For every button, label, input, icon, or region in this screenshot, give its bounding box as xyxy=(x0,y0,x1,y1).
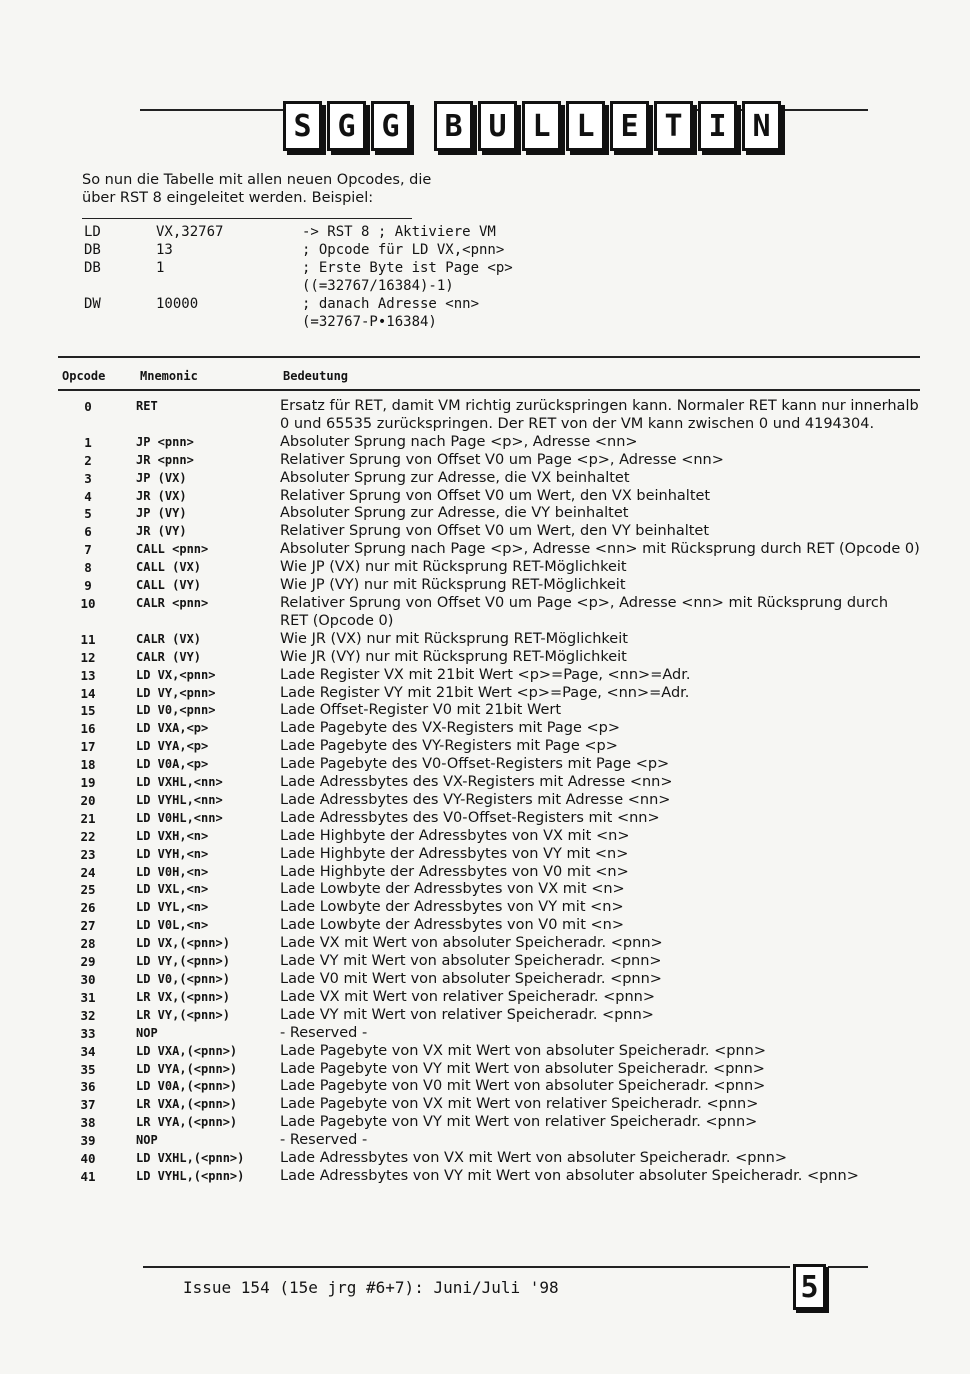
meaning-cell: Lade Lowbyte der Adressbytes von V0 mit <n> xyxy=(280,917,624,934)
table-row xyxy=(60,702,920,720)
table-row xyxy=(60,720,920,738)
code-token xyxy=(84,277,156,295)
table-row xyxy=(60,523,920,541)
opcode-cell: 7 xyxy=(84,542,92,558)
opcode-cell: 5 xyxy=(84,506,92,522)
meaning-cell: Relativer Sprung von Offset V0 um Wert, den VY beinhaltet xyxy=(280,523,710,540)
meaning-cell: Lade Adressbytes von VY mit Wert von absoluter absoluter Speicheradr. <pnn> xyxy=(280,1167,859,1184)
opcode-cell: 32 xyxy=(80,1007,96,1023)
meaning-cell: Lade V0 mit Wert von absoluter Speicheradr. <pnn> xyxy=(280,971,662,987)
table-row xyxy=(60,1043,920,1061)
mnemonic-cell: LD VXL,<n> xyxy=(136,882,209,897)
code-token: DB xyxy=(84,260,101,276)
table-row xyxy=(60,1114,920,1132)
table-row xyxy=(60,989,920,1007)
meaning-cell: Absoluter Sprung nach Page <p>, Adresse <nn> xyxy=(280,433,638,450)
mnemonic-cell: LD VYHL,(<pnn>) xyxy=(136,1168,245,1183)
opcode-cell: 2 xyxy=(84,452,92,468)
meaning-cell: Lade Highbyte der Adressbytes von VY mit <n> xyxy=(280,845,629,862)
code-token: DW xyxy=(84,296,101,312)
meaning-cell: Lade Adressbytes des V0-Offset-Registers mit <nn> xyxy=(280,809,660,826)
opcode-cell: 23 xyxy=(80,846,96,862)
intro-text xyxy=(82,171,431,207)
table-row xyxy=(60,1168,920,1186)
code-line xyxy=(84,277,513,295)
code-line xyxy=(84,223,513,241)
table-row xyxy=(60,505,920,523)
table-row xyxy=(60,541,920,559)
code-token: (=32767-P•16384) xyxy=(302,314,437,330)
code-token: LD xyxy=(84,224,101,240)
table-row xyxy=(60,577,920,595)
table-top-rule xyxy=(58,356,920,358)
meaning-cell: Ersatz für RET, damit VM richtig zurückspringen kann. Normaler RET kann nur innerhalb 0 und 65535 zurückspringen. Der RET von der VM kann zwischen 0 und 4194304. xyxy=(280,398,919,432)
mnemonic-cell: JP <pnn> xyxy=(136,434,194,449)
opcode-cell: 12 xyxy=(80,649,96,665)
code-token: 13 xyxy=(156,242,173,258)
mnemonic-cell: LD VXHL,<nn> xyxy=(136,775,223,790)
mnemonic-cell: LR VX,(<pnn>) xyxy=(136,989,230,1004)
mnemonic-cell: JR <pnn> xyxy=(136,452,194,467)
code-line xyxy=(84,313,513,331)
mnemonic-cell: JR (VX) xyxy=(136,488,187,503)
meaning-cell: Lade Offset-Register V0 mit 21bit Wert xyxy=(280,702,562,719)
sgg-bulletin-logo xyxy=(283,101,781,151)
opcode-cell: 17 xyxy=(80,739,96,755)
logo-letter: E xyxy=(610,101,649,151)
header-mnemonic: Mnemonic xyxy=(140,369,198,383)
meaning-cell: Relativer Sprung von Offset V0 um Page <p>, Adresse <nn> mit Rücksprung durch RET (Opcode 0) xyxy=(280,594,889,629)
table-row xyxy=(60,595,920,631)
table-row xyxy=(60,935,920,953)
table-row xyxy=(60,1132,920,1150)
logo-letter: T xyxy=(654,101,693,151)
opcode-cell: 36 xyxy=(80,1079,96,1095)
opcode-cell: 37 xyxy=(80,1097,96,1113)
mnemonic-cell: LR VYA,(<pnn>) xyxy=(136,1115,238,1130)
mnemonic-cell: LD VY,<pnn> xyxy=(136,685,216,700)
intro-line: über RST 8 eingeleitet werden. Beispiel: xyxy=(82,190,374,206)
opcode-cell: 25 xyxy=(80,882,96,898)
mnemonic-cell: JP (VY) xyxy=(136,506,187,521)
logo-letter: S xyxy=(283,101,322,151)
table-row xyxy=(60,917,920,935)
table-row xyxy=(60,434,920,452)
mnemonic-cell: LD VXA,<p> xyxy=(136,721,209,736)
table-row xyxy=(60,559,920,577)
meaning-cell: Lade VX mit Wert von relativer Speicheradr. <pnn> xyxy=(280,988,656,1005)
mnemonic-cell: LR VY,(<pnn>) xyxy=(136,1007,230,1022)
header-opcode: Opcode xyxy=(62,369,106,383)
meaning-cell: Lade Adressbytes des VY-Registers mit Adresse <nn> xyxy=(280,791,671,808)
meaning-cell: Absoluter Sprung zur Adresse, die VX beinhaltet xyxy=(280,469,630,486)
meaning-cell: Wie JR (VY) nur mit Rücksprung RET-Möglichkeit xyxy=(280,648,627,665)
code-token: 1 xyxy=(156,260,165,276)
logo-letter: B xyxy=(434,101,473,151)
code-token: ; Erste Byte ist Page <p> xyxy=(302,260,513,276)
table-row xyxy=(60,810,920,828)
mnemonic-cell: CALR <pnn> xyxy=(136,595,209,610)
opcode-cell: 14 xyxy=(80,685,96,701)
mnemonic-cell: LD VYL,<n> xyxy=(136,900,209,915)
meaning-cell: Wie JP (VY) nur mit Rücksprung RET-Möglichkeit xyxy=(280,577,626,594)
opcode-cell: 16 xyxy=(80,721,96,737)
table-row xyxy=(60,792,920,810)
opcode-cell: 9 xyxy=(84,578,92,594)
meaning-cell: Lade Adressbytes von VX mit Wert von absoluter Speicheradr. <pnn> xyxy=(280,1150,788,1167)
logo-letter: L xyxy=(522,101,561,151)
opcode-cell: 40 xyxy=(80,1151,96,1167)
code-token: ; danach Adresse <nn> xyxy=(302,296,480,312)
table-row xyxy=(60,881,920,899)
meaning-cell: - Reserved - xyxy=(280,1132,368,1149)
table-row xyxy=(60,470,920,488)
opcode-cell: 30 xyxy=(80,972,96,987)
table-row xyxy=(60,828,920,846)
mnemonic-cell: LD VYA,<p> xyxy=(136,739,209,754)
opcode-cell: 24 xyxy=(80,864,96,880)
opcode-cell: 20 xyxy=(80,792,96,808)
table-row xyxy=(60,738,920,756)
table-row xyxy=(60,1061,920,1079)
table-row xyxy=(60,971,920,989)
mnemonic-cell: LD V0A,<p> xyxy=(136,757,209,772)
mnemonic-cell: CALR (VX) xyxy=(136,631,202,646)
meaning-cell: Lade Highbyte der Adressbytes von V0 mit <n> xyxy=(280,863,629,880)
opcode-cell: 11 xyxy=(80,631,96,647)
mnemonic-cell: CALL <pnn> xyxy=(136,542,209,557)
table-row xyxy=(60,667,920,685)
table-row xyxy=(60,846,920,864)
mnemonic-cell: LD VX,<pnn> xyxy=(136,667,216,682)
table-row xyxy=(60,1025,920,1043)
meaning-cell: Lade Highbyte der Adressbytes von VX mit <n> xyxy=(280,827,630,844)
opcode-cell: 1 xyxy=(84,434,92,450)
meaning-cell: Lade Register VY mit 21bit Wert <p>=Page, <nn>=Adr. xyxy=(280,684,690,701)
mnemonic-cell: CALL (VX) xyxy=(136,560,202,575)
mnemonic-cell: CALL (VY) xyxy=(136,578,202,593)
opcode-cell: 41 xyxy=(80,1168,96,1184)
opcode-cell: 38 xyxy=(80,1115,96,1131)
table-row xyxy=(60,452,920,470)
page-number: 5 xyxy=(793,1264,826,1310)
table-row xyxy=(60,1078,920,1096)
table-row xyxy=(60,649,920,667)
opcode-cell: 29 xyxy=(80,954,96,970)
meaning-cell: Lade Adressbytes des VX-Registers mit Adresse <nn> xyxy=(280,774,673,791)
table-row xyxy=(60,953,920,971)
table-row xyxy=(60,1150,920,1168)
meaning-cell: Lade Pagebyte des V0-Offset-Registers mit Page <p> xyxy=(280,756,670,773)
logo-letter: G xyxy=(371,101,410,151)
meaning-cell: Relativer Sprung von Offset V0 um Wert, den VX beinhaltet xyxy=(280,487,711,504)
code-token xyxy=(156,277,302,295)
mnemonic-cell: NOP xyxy=(136,1025,158,1040)
intro-line: So nun die Tabelle mit allen neuen Opcodes, die xyxy=(82,172,432,188)
opcode-cell: 10 xyxy=(80,595,96,611)
mnemonic-cell: LD VXH,<n> xyxy=(136,828,209,843)
code-token xyxy=(156,313,302,331)
code-token: ; Opcode für LD VX,<pnn> xyxy=(302,242,505,258)
table-row xyxy=(60,1096,920,1114)
mnemonic-cell: LD V0A,(<pnn>) xyxy=(136,1079,238,1094)
logo-letter: L xyxy=(566,101,605,151)
meaning-cell: Lade Pagebyte des VX-Registers mit Page <p> xyxy=(280,720,620,737)
mnemonic-cell: JP (VX) xyxy=(136,470,187,485)
meaning-cell: Lade Pagebyte des VY-Registers mit Page <p> xyxy=(280,738,618,755)
code-token xyxy=(84,313,156,331)
mnemonic-cell: LD V0L,<n> xyxy=(136,918,209,933)
mnemonic-cell: LD VY,(<pnn>) xyxy=(136,954,230,969)
table-row xyxy=(60,774,920,792)
table-row xyxy=(60,685,920,703)
footer-issue: Issue 154 (15e jrg #6+7): Juni/Juli '98 xyxy=(183,1278,559,1297)
opcode-cell: 13 xyxy=(80,667,96,683)
code-line xyxy=(84,241,513,259)
mnemonic-cell: JR (VY) xyxy=(136,524,187,539)
opcode-table xyxy=(60,398,920,1186)
table-row xyxy=(60,1007,920,1025)
meaning-cell: Lade Pagebyte von VX mit Wert von absoluter Speicheradr. <pnn> xyxy=(280,1042,767,1059)
meaning-cell: - Reserved - xyxy=(280,1024,368,1041)
opcode-cell: 0 xyxy=(84,399,92,414)
opcode-cell: 27 xyxy=(80,918,96,934)
mnemonic-cell: RET xyxy=(136,399,158,413)
opcode-cell: 28 xyxy=(80,936,96,952)
table-row xyxy=(60,631,920,649)
header-meaning: Bedeutung xyxy=(283,369,349,383)
header-rule-left xyxy=(140,109,283,111)
opcode-cell: 21 xyxy=(80,810,96,826)
table-row xyxy=(60,488,920,506)
code-token: DB xyxy=(84,242,101,258)
opcode-cell: 8 xyxy=(84,560,92,576)
mnemonic-cell: CALR (VY) xyxy=(136,649,202,664)
intro-rule xyxy=(82,218,412,219)
meaning-cell: Lade Register VX mit 21bit Wert <p>=Page, <nn>=Adr. xyxy=(280,666,691,683)
code-token: ((=32767/16384)-1) xyxy=(302,278,454,294)
meaning-cell: Lade VY mit Wert von relativer Speicheradr. <pnn> xyxy=(280,1006,654,1023)
meaning-cell: Absoluter Sprung zur Adresse, die VY beinhaltet xyxy=(280,505,629,522)
opcode-cell: 33 xyxy=(80,1025,96,1041)
opcode-cell: 35 xyxy=(80,1061,96,1077)
mnemonic-cell: LD VXA,(<pnn>) xyxy=(136,1043,238,1058)
mnemonic-cell: LD VYH,<n> xyxy=(136,846,209,861)
code-token: -> RST 8 ; Aktiviere VM xyxy=(302,224,496,240)
meaning-cell: Lade Pagebyte von VX mit Wert von relativer Speicheradr. <pnn> xyxy=(280,1096,759,1113)
code-line xyxy=(84,295,513,313)
mnemonic-cell: LD VXHL,(<pnn>) xyxy=(136,1151,245,1166)
opcode-cell: 3 xyxy=(84,470,92,486)
logo-letter: I xyxy=(698,101,737,151)
mnemonic-cell: LD VYA,(<pnn>) xyxy=(136,1061,238,1076)
table-row xyxy=(60,864,920,882)
mnemonic-cell: NOP xyxy=(136,1133,158,1148)
mnemonic-cell: LD V0,<pnn> xyxy=(136,703,216,718)
opcode-cell: 26 xyxy=(80,900,96,916)
meaning-cell: Lade Lowbyte der Adressbytes von VY mit <n> xyxy=(280,899,624,916)
code-example xyxy=(84,223,513,331)
mnemonic-cell: LD V0,(<pnn>) xyxy=(136,972,230,986)
mnemonic-cell: LD V0HL,<nn> xyxy=(136,810,223,825)
opcode-cell: 19 xyxy=(80,775,96,791)
mnemonic-cell: LD VX,(<pnn>) xyxy=(136,936,230,951)
meaning-cell: Lade Lowbyte der Adressbytes von VX mit <n> xyxy=(280,881,625,898)
opcode-cell: 34 xyxy=(80,1043,96,1059)
code-token: VX,32767 xyxy=(156,224,224,240)
opcode-cell: 18 xyxy=(80,757,96,773)
meaning-cell: Lade VX mit Wert von absoluter Speicheradr. <pnn> xyxy=(280,935,663,952)
meaning-cell: Wie JP (VX) nur mit Rücksprung RET-Möglichkeit xyxy=(280,559,627,576)
meaning-cell: Lade Pagebyte von VY mit Wert von absoluter Speicheradr. <pnn> xyxy=(280,1060,765,1077)
meaning-cell: Wie JR (VX) nur mit Rücksprung RET-Möglichkeit xyxy=(280,630,628,647)
opcode-cell: 31 xyxy=(80,989,96,1005)
opcode-cell: 22 xyxy=(80,828,96,844)
footer-rule-right xyxy=(828,1266,868,1268)
meaning-cell: Absoluter Sprung nach Page <p>, Adresse <nn> mit Rücksprung durch RET (Opcode 0) xyxy=(280,541,920,558)
meaning-cell: Lade Pagebyte von V0 mit Wert von absoluter Speicheradr. <pnn> xyxy=(280,1078,766,1095)
opcode-cell: 4 xyxy=(84,488,92,504)
logo-letter: U xyxy=(478,101,517,151)
meaning-cell: Lade VY mit Wert von absoluter Speicheradr. <pnn> xyxy=(280,953,662,970)
opcode-cell: 15 xyxy=(80,703,96,719)
mnemonic-cell: LD V0H,<n> xyxy=(136,864,209,879)
footer-rule xyxy=(143,1266,790,1268)
code-line xyxy=(84,259,513,277)
opcode-cell: 6 xyxy=(84,524,92,540)
table-header-rule xyxy=(58,389,920,391)
table-row xyxy=(60,899,920,917)
code-token: 10000 xyxy=(156,296,199,312)
table-row xyxy=(60,756,920,774)
logo-letter: G xyxy=(327,101,366,151)
mnemonic-cell: LD VYHL,<nn> xyxy=(136,792,223,807)
logo-letter: N xyxy=(742,101,781,151)
meaning-cell: Relativer Sprung von Offset V0 um Page <p>, Adresse <nn> xyxy=(280,451,724,468)
meaning-cell: Lade Pagebyte von VY mit Wert von relativer Speicheradr. <pnn> xyxy=(280,1114,758,1131)
logo-gap xyxy=(415,101,429,151)
table-row xyxy=(60,398,920,434)
opcode-cell: 39 xyxy=(80,1133,96,1149)
mnemonic-cell: LR VXA,(<pnn>) xyxy=(136,1097,238,1112)
